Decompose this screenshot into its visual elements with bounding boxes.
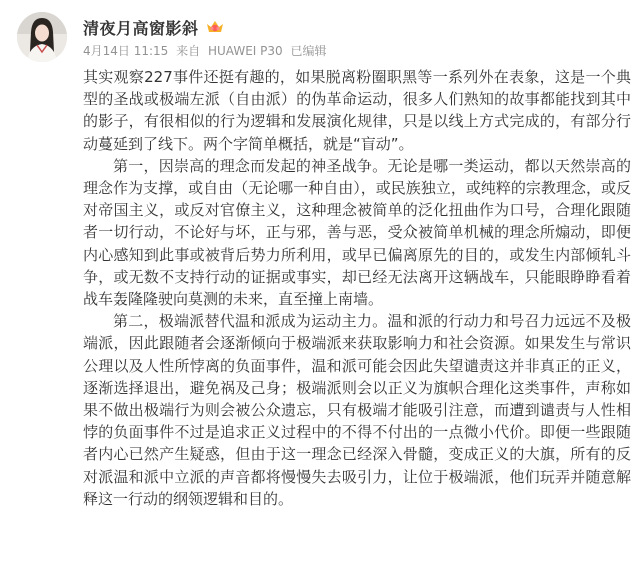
author-name[interactable]: 清夜月高窗影斜 xyxy=(83,18,199,38)
post-date[interactable]: 4月14日 11:15 xyxy=(83,44,169,58)
paragraph-second: 第二，极端派替代温和派成为运动主力。温和派的行动力和号召力远远不及极端派，因此跟随者会逐渐倾向于极端派来获取影响力和社会资源。如果发生与常识公理以及人性所悖离的负面事件，温和派可能会因此失望谴责这并非真正的正义，逐渐选择退出，避免祸及己身；极端派则会以正义为旗帜合理化这类事件，声称如果不做出极端行为则会被公众遗忘，只有极端才能吸引注意，而遭到谴责与人性相悖的负面事件不过是追求正义过程中的不得不付出的一点微小代价。即便一些跟随者内心已然产生疑惑，但由于这一理念已经深入骨髓，变成正义的大旗，所有的反对派温和派中立派的声音都将慢慢失去吸引力，让位于极端派，他们玩弄并随意解释这一行动的纲领逻辑和目的。 xyxy=(83,312,631,508)
paragraph-intro: 其实观察227事件还挺有趣的，如果脱离粉圈职黑等一系列外在表象，这是一个典型的圣战或极端左派（自由派）的伪革命运动，很多人们熟知的故事都能找到其中的影子，有很相似的行为逻辑和发展演化规律，只是以线上方式完成的，有部分行动蔓延到了线下。两个字简单概括，就是“盲动”。 xyxy=(83,68,631,153)
author-line xyxy=(83,16,225,38)
post-body xyxy=(83,66,631,510)
post-meta xyxy=(83,42,331,59)
avatar[interactable] xyxy=(17,12,67,62)
vip-crown-badge-icon[interactable] xyxy=(205,19,225,35)
source-prefix: 来自 xyxy=(176,44,201,58)
device-name: HUAWEI P30 xyxy=(207,44,283,58)
paragraph-first: 第一，因崇高的理念而发起的神圣战争。无论是哪一类运动，都以天然崇高的理念作为支撑，或自由（无论哪一种自由），或民族独立，或纯粹的宗教理念，或反对帝国主义，或反对官僚主义，这种理念被简单的泛化扭曲作为口号，合理化跟随者一切行动，不论好与坏，正与邪，善与恶，受众被简单机械的理念所煽动，即便内心感知到此事或被背后势力所利用，或早已偏离原先的目的，或发生内部倾轧斗争，或无数不支持行动的证据或事实，却已经无法离开这辆战车，只能眼睁睁看着战车轰隆隆驶向莫测的未来，直至撞上南墙。 xyxy=(83,156,631,309)
edited-label[interactable]: 已编辑 xyxy=(290,44,327,58)
